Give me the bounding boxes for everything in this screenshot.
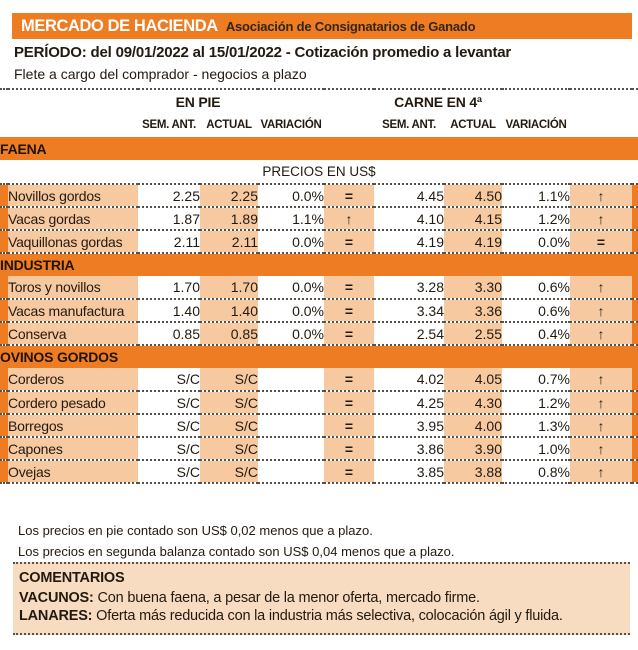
table-row xyxy=(0,414,638,437)
cell-carne-variacion: 0.4% xyxy=(502,322,570,345)
cell-carne-sem-ant: 3.95 xyxy=(374,414,444,437)
cell-pie-sem-ant: 1.70 xyxy=(138,276,200,299)
cell-pie-variacion xyxy=(258,460,324,483)
cell-pie-actual: 2.25 xyxy=(200,184,258,207)
equals-icon: = xyxy=(324,368,374,391)
cell-pie-variacion xyxy=(258,414,324,437)
cell-carne-sem-ant: 3.34 xyxy=(374,299,444,322)
left-accent-strip xyxy=(0,184,8,207)
cell-pie-sem-ant: 1.87 xyxy=(138,207,200,230)
cell-pie-actual: S/C xyxy=(200,414,258,437)
equals-icon: = xyxy=(324,230,374,253)
cell-pie-sem-ant: 2.11 xyxy=(138,230,200,253)
price-table xyxy=(0,88,638,484)
cell-carne-variacion: 0.6% xyxy=(502,299,570,322)
right-accent-strip xyxy=(632,391,638,414)
section-band-row xyxy=(0,253,638,276)
spacer xyxy=(0,113,8,137)
up-arrow-icon: ↑ xyxy=(570,391,632,414)
up-arrow-icon: ↑ xyxy=(570,299,632,322)
cell-carne-actual: 4.05 xyxy=(444,368,502,391)
right-accent-strip xyxy=(632,322,638,345)
cell-carne-actual: 4.19 xyxy=(444,230,502,253)
table-row xyxy=(0,391,638,414)
equals-icon: = xyxy=(324,460,374,483)
up-arrow-icon: ↑ xyxy=(570,184,632,207)
right-accent-strip xyxy=(632,437,638,460)
left-accent-strip xyxy=(0,391,8,414)
spacer xyxy=(0,89,8,113)
cell-carne-actual: 2.55 xyxy=(444,322,502,345)
spacer xyxy=(8,113,138,137)
spacer xyxy=(324,89,374,113)
right-accent-strip xyxy=(632,368,638,391)
cell-carne-sem-ant: 3.86 xyxy=(374,437,444,460)
cell-carne-variacion: 1.2% xyxy=(502,391,570,414)
cell-carne-variacion: 0.8% xyxy=(502,460,570,483)
sub-header-row xyxy=(0,113,638,137)
col-header-carne-actual: ACTUAL xyxy=(444,113,502,137)
right-accent-strip xyxy=(632,276,638,299)
title-banner xyxy=(12,13,632,39)
cell-carne-sem-ant: 2.54 xyxy=(374,322,444,345)
footnotes xyxy=(18,520,455,562)
section-band-row xyxy=(0,345,638,368)
cell-carne-sem-ant: 4.45 xyxy=(374,184,444,207)
cell-pie-sem-ant: S/C xyxy=(138,460,200,483)
cell-pie-variacion: 0.0% xyxy=(258,184,324,207)
group-header-en-pie: EN PIE xyxy=(138,89,258,113)
group-header-carne: CARNE EN 4ª xyxy=(374,89,502,113)
cell-pie-actual: S/C xyxy=(200,368,258,391)
cell-pie-variacion: 0.0% xyxy=(258,299,324,322)
cell-pie-sem-ant: 2.25 xyxy=(138,184,200,207)
col-header-carne-variacion: VARIACIÓN xyxy=(502,113,570,137)
cell-carne-actual: 4.00 xyxy=(444,414,502,437)
cell-carne-sem-ant: 3.85 xyxy=(374,460,444,483)
cell-carne-variacion: 0.0% xyxy=(502,230,570,253)
spacer xyxy=(570,89,632,113)
group-header-row xyxy=(0,89,638,113)
cell-carne-actual: 4.30 xyxy=(444,391,502,414)
cell-pie-actual: S/C xyxy=(200,391,258,414)
up-arrow-icon: ↑ xyxy=(570,276,632,299)
cell-carne-sem-ant: 4.02 xyxy=(374,368,444,391)
comment-text: Con buena faena, a pesar de la menor oferta, mercado firme. xyxy=(93,590,480,606)
right-accent-strip xyxy=(632,460,638,483)
row-label: Corderos xyxy=(8,368,138,391)
cell-pie-actual: S/C xyxy=(200,460,258,483)
footnote-line: Los precios en segunda balanza contado son US$ 0,04 menos que a plazo. xyxy=(18,544,455,559)
table-row xyxy=(0,207,638,230)
left-accent-strip xyxy=(0,207,8,230)
cell-pie-sem-ant: 1.40 xyxy=(138,299,200,322)
col-header-pie-sem-ant: SEM. ANT. xyxy=(138,113,200,137)
spacer xyxy=(632,89,638,113)
cell-carne-actual: 3.90 xyxy=(444,437,502,460)
spacer xyxy=(570,113,632,137)
equals-icon: = xyxy=(324,391,374,414)
left-accent-strip xyxy=(0,299,8,322)
spacer xyxy=(8,89,138,113)
equals-icon: = xyxy=(324,322,374,345)
spacer xyxy=(632,113,638,137)
left-accent-strip xyxy=(0,414,8,437)
col-header-carne-sem-ant: SEM. ANT. xyxy=(374,113,444,137)
cell-pie-variacion xyxy=(258,368,324,391)
cell-pie-actual: 2.11 xyxy=(200,230,258,253)
cell-pie-sem-ant: S/C xyxy=(138,368,200,391)
cell-pie-sem-ant: S/C xyxy=(138,437,200,460)
up-arrow-icon: ↑ xyxy=(570,437,632,460)
up-arrow-icon: ↑ xyxy=(570,322,632,345)
cell-carne-variacion: 0.6% xyxy=(502,276,570,299)
comment-lanares xyxy=(19,607,622,625)
row-label: Vaquillonas gordas xyxy=(8,230,138,253)
comment-text: Oferta más reducida con la industria más selectiva, colocación ágil y fluida. xyxy=(92,608,563,624)
row-label: Cordero pesado xyxy=(8,391,138,414)
right-accent-strip xyxy=(632,207,638,230)
comments-box xyxy=(13,562,630,635)
comment-label: LANARES: xyxy=(19,608,93,624)
period-line: PERÍODO: del 09/01/2022 al 15/01/2022 - Cotización promedio a levantar xyxy=(14,44,512,61)
left-accent-strip xyxy=(0,276,8,299)
up-arrow-icon: ↑ xyxy=(570,207,632,230)
col-header-pie-actual: ACTUAL xyxy=(200,113,258,137)
section-band-row xyxy=(0,137,638,160)
table-row xyxy=(0,437,638,460)
cell-pie-actual: 1.40 xyxy=(200,299,258,322)
row-label: Vacas manufactura xyxy=(8,299,138,322)
cell-carne-variacion: 0.7% xyxy=(502,368,570,391)
table-row xyxy=(0,276,638,299)
cell-pie-sem-ant: S/C xyxy=(138,414,200,437)
spacer xyxy=(258,89,324,113)
row-label: Novillos gordos xyxy=(8,184,138,207)
row-label: Ovejas xyxy=(8,460,138,483)
cell-carne-actual: 4.50 xyxy=(444,184,502,207)
equals-icon: = xyxy=(324,184,374,207)
left-accent-strip xyxy=(0,322,8,345)
cell-pie-actual: 1.89 xyxy=(200,207,258,230)
left-accent-strip xyxy=(0,368,8,391)
section-header: FAENA xyxy=(0,137,638,160)
cell-pie-actual: 1.70 xyxy=(200,276,258,299)
row-label: Toros y novillos xyxy=(8,276,138,299)
col-header-pie-variacion: VARIACIÓN xyxy=(258,113,324,137)
spacer xyxy=(324,113,374,137)
cell-carne-actual: 3.30 xyxy=(444,276,502,299)
cell-pie-sem-ant: 0.85 xyxy=(138,322,200,345)
table-row xyxy=(0,299,638,322)
cell-carne-variacion: 1.0% xyxy=(502,437,570,460)
left-accent-strip xyxy=(0,460,8,483)
cell-carne-actual: 3.36 xyxy=(444,299,502,322)
cell-pie-actual: 0.85 xyxy=(200,322,258,345)
freight-line: Flete a cargo del comprador - negocios a plazo xyxy=(14,66,307,82)
row-label: Borregos xyxy=(8,414,138,437)
table-row xyxy=(0,184,638,207)
cell-carne-variacion: 1.3% xyxy=(502,414,570,437)
equals-icon: = xyxy=(324,437,374,460)
prices-caption-row xyxy=(0,160,638,184)
cell-pie-variacion: 0.0% xyxy=(258,322,324,345)
left-accent-strip xyxy=(0,230,8,253)
table-row xyxy=(0,368,638,391)
spacer xyxy=(502,89,570,113)
up-arrow-icon: ↑ xyxy=(570,414,632,437)
comment-label: VACUNOS: xyxy=(19,590,94,606)
table-row xyxy=(0,322,638,345)
up-arrow-icon: ↑ xyxy=(570,368,632,391)
right-accent-strip xyxy=(632,184,638,207)
row-label: Vacas gordas xyxy=(8,207,138,230)
cell-pie-variacion: 1.1% xyxy=(258,207,324,230)
cell-carne-variacion: 1.1% xyxy=(502,184,570,207)
right-accent-strip xyxy=(632,299,638,322)
row-label: Conserva xyxy=(8,322,138,345)
comments-title: COMENTARIOS xyxy=(19,570,125,586)
cell-pie-sem-ant: S/C xyxy=(138,391,200,414)
equals-icon: = xyxy=(324,276,374,299)
section-header: INDUSTRIA xyxy=(0,253,638,276)
section-header: OVINOS GORDOS xyxy=(0,345,638,368)
price-table-body xyxy=(0,89,638,483)
equals-icon: = xyxy=(324,299,374,322)
prices-caption: PRECIOS EN US$ xyxy=(0,160,638,184)
right-accent-strip xyxy=(632,414,638,437)
cell-carne-variacion: 1.2% xyxy=(502,207,570,230)
page-subtitle: Asociación de Consignatarios de Ganado xyxy=(225,18,476,34)
up-arrow-icon: ↑ xyxy=(570,460,632,483)
equals-icon: = xyxy=(570,230,632,253)
footnote-line: Los precios en pie contado son US$ 0,02 menos que a plazo. xyxy=(18,523,373,538)
right-accent-strip xyxy=(632,230,638,253)
cell-carne-actual: 4.15 xyxy=(444,207,502,230)
page-title: MERCADO DE HACIENDA xyxy=(21,16,218,35)
cell-pie-variacion xyxy=(258,391,324,414)
row-label: Capones xyxy=(8,437,138,460)
cell-carne-sem-ant: 4.10 xyxy=(374,207,444,230)
cell-carne-sem-ant: 4.25 xyxy=(374,391,444,414)
cell-pie-variacion xyxy=(258,437,324,460)
equals-icon: = xyxy=(324,414,374,437)
up-arrow-icon: ↑ xyxy=(324,207,374,230)
cell-carne-sem-ant: 4.19 xyxy=(374,230,444,253)
comment-vacunos xyxy=(19,589,622,607)
cell-carne-actual: 3.88 xyxy=(444,460,502,483)
table-row xyxy=(0,460,638,483)
cell-pie-variacion: 0.0% xyxy=(258,276,324,299)
cell-pie-variacion: 0.0% xyxy=(258,230,324,253)
cell-carne-sem-ant: 3.28 xyxy=(374,276,444,299)
cell-pie-actual: S/C xyxy=(200,437,258,460)
table-row xyxy=(0,230,638,253)
left-accent-strip xyxy=(0,437,8,460)
